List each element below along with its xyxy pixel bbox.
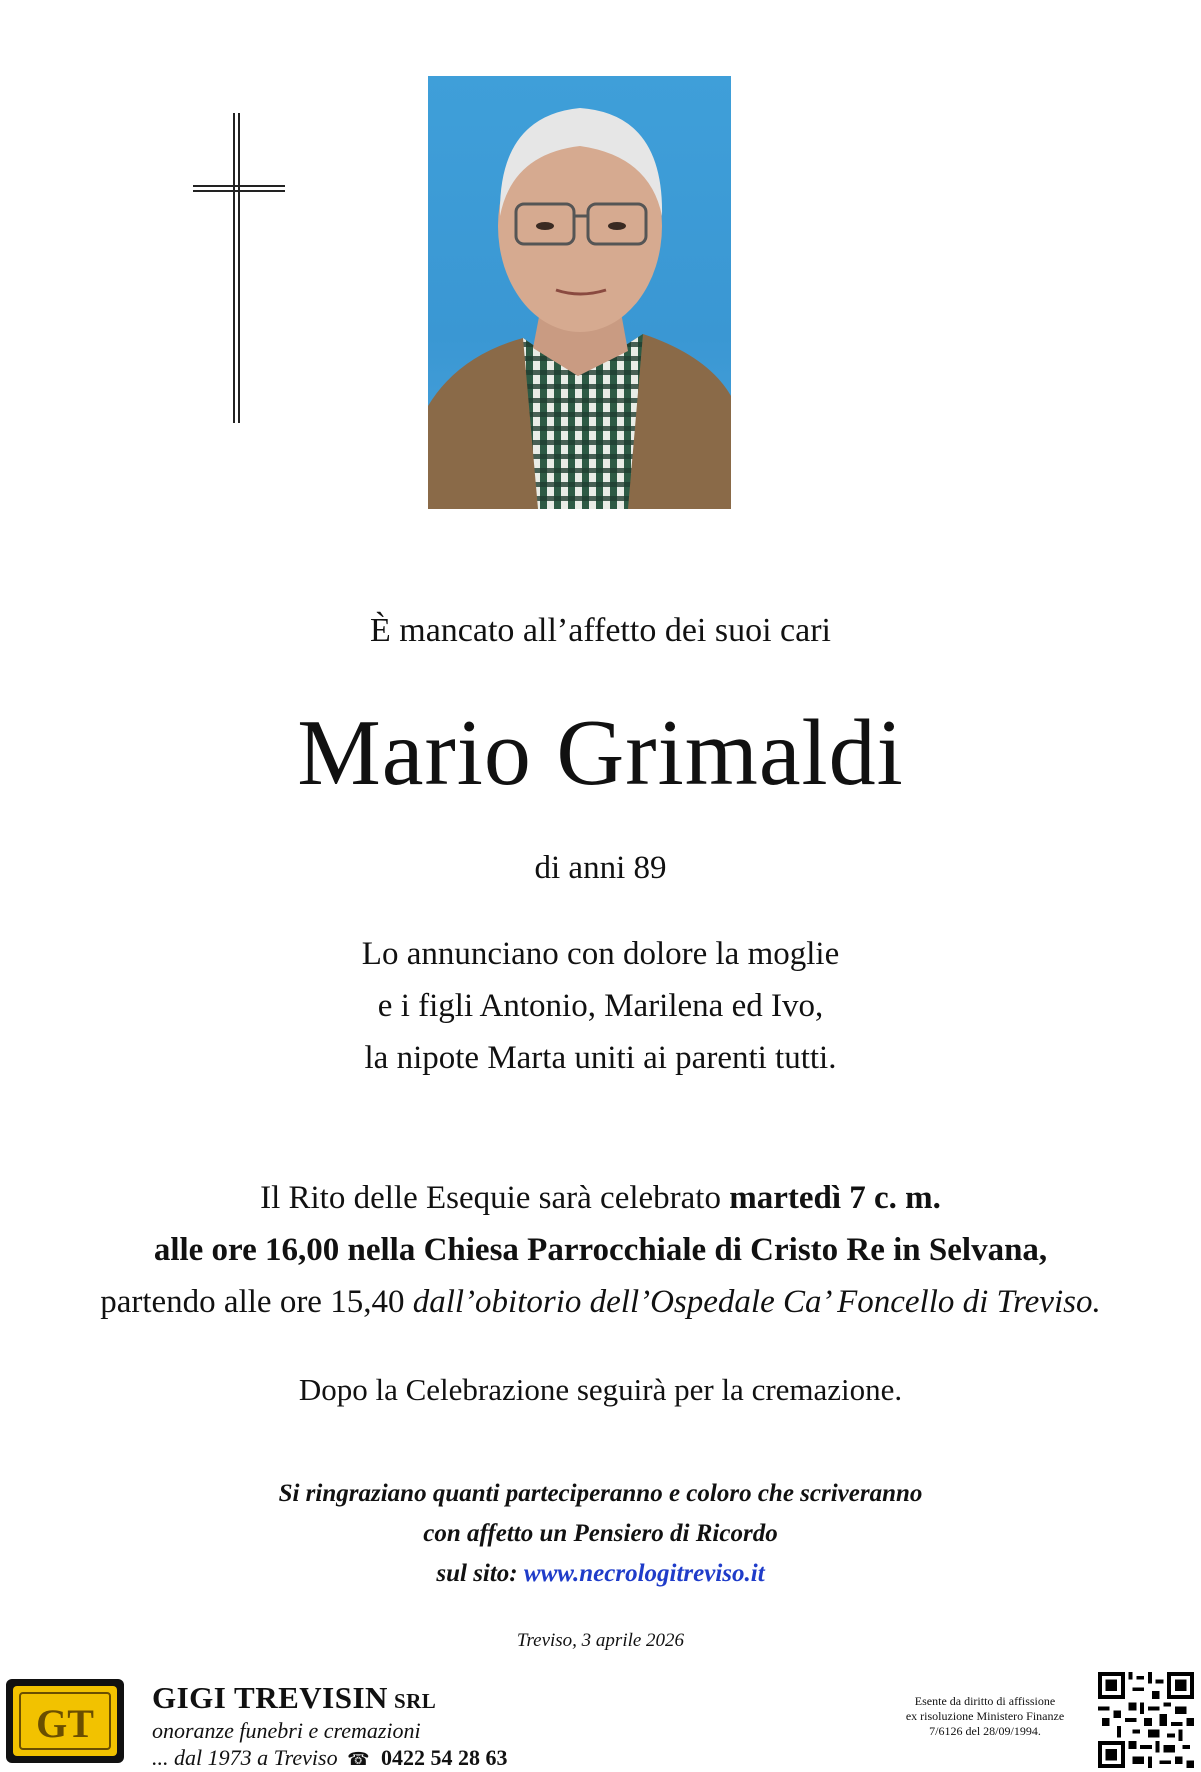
- announce-line: e i figli Antonio, Marilena ed Ivo,: [377, 988, 824, 1024]
- age-text: di anni 89: [534, 850, 667, 886]
- exemption-line: 7/6126 del 28/09/1994.: [929, 1724, 1041, 1738]
- company-block: [152, 1680, 508, 1771]
- intro-text: È mancato all’affetto dei suoi cari: [369, 612, 831, 649]
- funeral-line-1: [0, 1172, 1201, 1224]
- thanks-line-3: [0, 1554, 1201, 1594]
- exemption-line: Esente da diritto di affissione: [914, 1694, 1056, 1708]
- portrait-photo: [428, 76, 731, 509]
- company-tagline: onoranze funebri e cremazioni: [152, 1718, 421, 1743]
- company-suffix: SRL: [393, 1689, 437, 1713]
- qr-code-icon[interactable]: [1098, 1672, 1194, 1768]
- funeral-departure-place: dall’obitorio dell’Ospedale Ca’ Foncello di Treviso.: [412, 1284, 1101, 1320]
- exemption-line: ex risoluzione Ministero Finanze: [905, 1709, 1065, 1723]
- funeral-time-place: alle ore 16,00 nella Chiesa Parrocchiale di Cristo Re in Selvana,: [153, 1232, 1048, 1268]
- company-name: [152, 1680, 508, 1716]
- thanks-site-label: sul sito:: [436, 1560, 518, 1587]
- funeral-date: martedì 7 c. m.: [729, 1180, 941, 1216]
- funeral-line-1-plain: Il Rito delle Esequie sarà celebrato: [260, 1180, 721, 1216]
- logo-text: GT: [36, 1701, 94, 1746]
- funeral-line-2: [0, 1224, 1201, 1276]
- thanks-note: [0, 1474, 1201, 1594]
- company-logo: [6, 1679, 124, 1763]
- website-link[interactable]: www.necrologitreviso.it: [523, 1560, 765, 1587]
- announce-line: la nipote Marta uniti ai parenti tutti.: [364, 1040, 837, 1076]
- announce-line: Lo annunciano con dolore la moglie: [361, 936, 840, 972]
- deceased-name: Mario Grimaldi: [297, 701, 904, 805]
- funeral-details: [0, 1172, 1201, 1328]
- thanks-line-1: Si ringraziano quanti parteciperanno e coloro che scriveranno: [278, 1480, 923, 1507]
- company-name-text: GIGI TREVISIN: [152, 1680, 388, 1715]
- cremation-note: Dopo la Celebrazione seguirà per la cremazione.: [298, 1372, 903, 1407]
- exemption-note: [880, 1694, 1090, 1739]
- company-since: [152, 1745, 508, 1771]
- since-text: ... dal 1973 a Treviso: [152, 1745, 338, 1770]
- place-date: Treviso, 3 aprile 2026: [516, 1630, 685, 1651]
- cross-icon: [193, 113, 285, 423]
- phone-icon: ☎: [347, 1749, 370, 1769]
- phone-number[interactable]: 0422 54 28 63: [381, 1745, 508, 1770]
- funeral-departure: partendo alle ore 15,40: [100, 1284, 405, 1320]
- thanks-line-2: con affetto un Pensiero di Ricordo: [423, 1520, 778, 1547]
- announcement: [0, 928, 1201, 1084]
- funeral-line-3: [0, 1276, 1201, 1328]
